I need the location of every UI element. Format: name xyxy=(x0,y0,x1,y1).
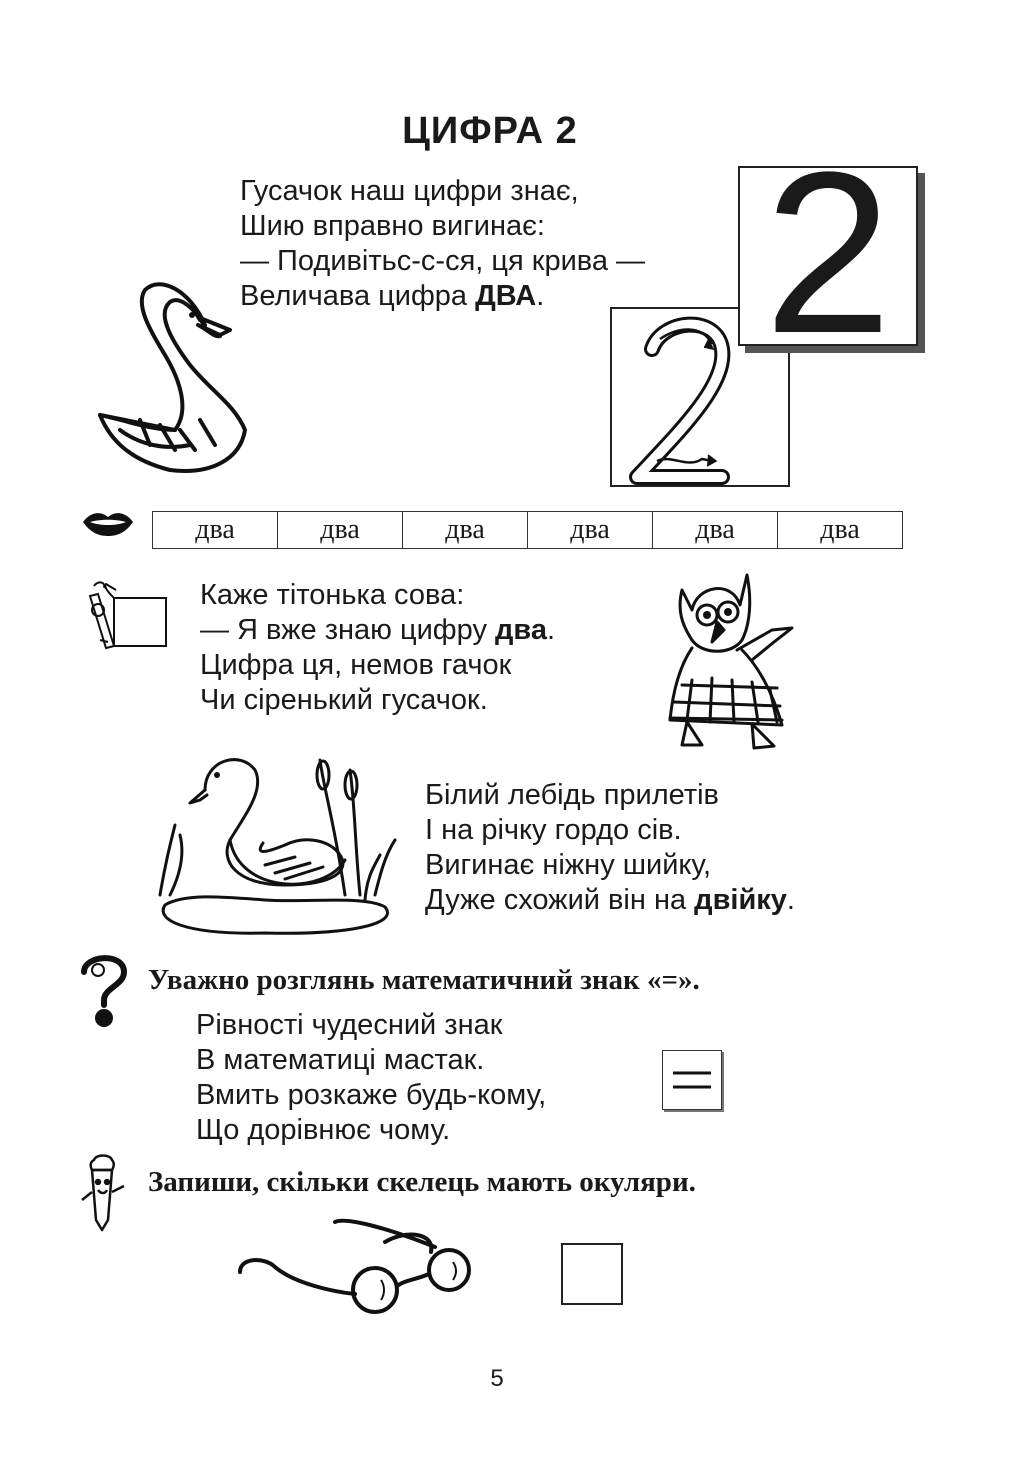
lips-icon xyxy=(80,508,136,538)
poem-swan xyxy=(425,778,795,918)
poem-equals xyxy=(196,1008,546,1148)
answer-box[interactable] xyxy=(561,1243,623,1305)
digit-large: 2 xyxy=(764,124,892,381)
poem-line: Цифра ця, немов гачок xyxy=(200,649,512,681)
reading-pencil-icon xyxy=(76,580,170,650)
poem-line: Гусачок наш цифри знає, xyxy=(240,175,579,207)
swan-on-pond-illustration xyxy=(145,745,400,940)
task-heading-equals: Уважно розглянь математичний знак «=». xyxy=(148,964,700,996)
question-mark-icon xyxy=(76,950,130,1030)
poem-line: — Подивітьс-с-ся, ця крива — xyxy=(240,245,646,277)
task-heading-glasses: Запиши, скільки скелець мають окуляри. xyxy=(148,1166,696,1198)
word-row xyxy=(152,511,903,549)
poem-line: Вмить розкаже будь-кому, xyxy=(196,1079,547,1111)
poem-line: Вигинає ніжну шийку, xyxy=(425,849,712,881)
page-number: 5 xyxy=(490,1365,504,1392)
page-title: ЦИФРА 2 xyxy=(402,110,578,152)
word-cell: два xyxy=(653,512,778,549)
poem-line: Рівності чудесний знак xyxy=(196,1009,503,1041)
equals-icon xyxy=(663,1051,721,1109)
poem-line: Білий лебідь прилетів xyxy=(425,779,719,811)
digit-card xyxy=(738,124,918,381)
poem-line: Що дорівнює чому. xyxy=(196,1114,451,1146)
word-cell: два xyxy=(528,512,653,549)
poem-line: Шию вправно вигинає: xyxy=(240,210,545,242)
poem-line: Величава цифра ДВА. xyxy=(240,280,545,312)
poem-line: Каже тітонька сова: xyxy=(200,579,465,611)
poem-line: — Я вже знаю цифру два. xyxy=(200,614,556,646)
poem-line: Чи сіренький гусачок. xyxy=(200,684,488,716)
owl-illustration xyxy=(662,570,797,752)
writing-pencil-icon xyxy=(76,1152,130,1232)
equals-sign-card xyxy=(662,1050,722,1110)
glasses-illustration xyxy=(235,1212,475,1322)
word-cell: два xyxy=(778,512,903,549)
poem-line: Дуже схожий він на двійку. xyxy=(425,884,795,916)
swan-illustration xyxy=(80,270,255,480)
poem-line: В математиці мастак. xyxy=(196,1044,485,1076)
word-cell: два xyxy=(403,512,528,549)
poem-gusachok xyxy=(240,174,645,314)
poem-owl xyxy=(200,578,555,718)
word-cell: два xyxy=(153,512,278,549)
word-cell: два xyxy=(278,512,403,549)
poem-line: І на річку гордо сів. xyxy=(425,814,682,846)
